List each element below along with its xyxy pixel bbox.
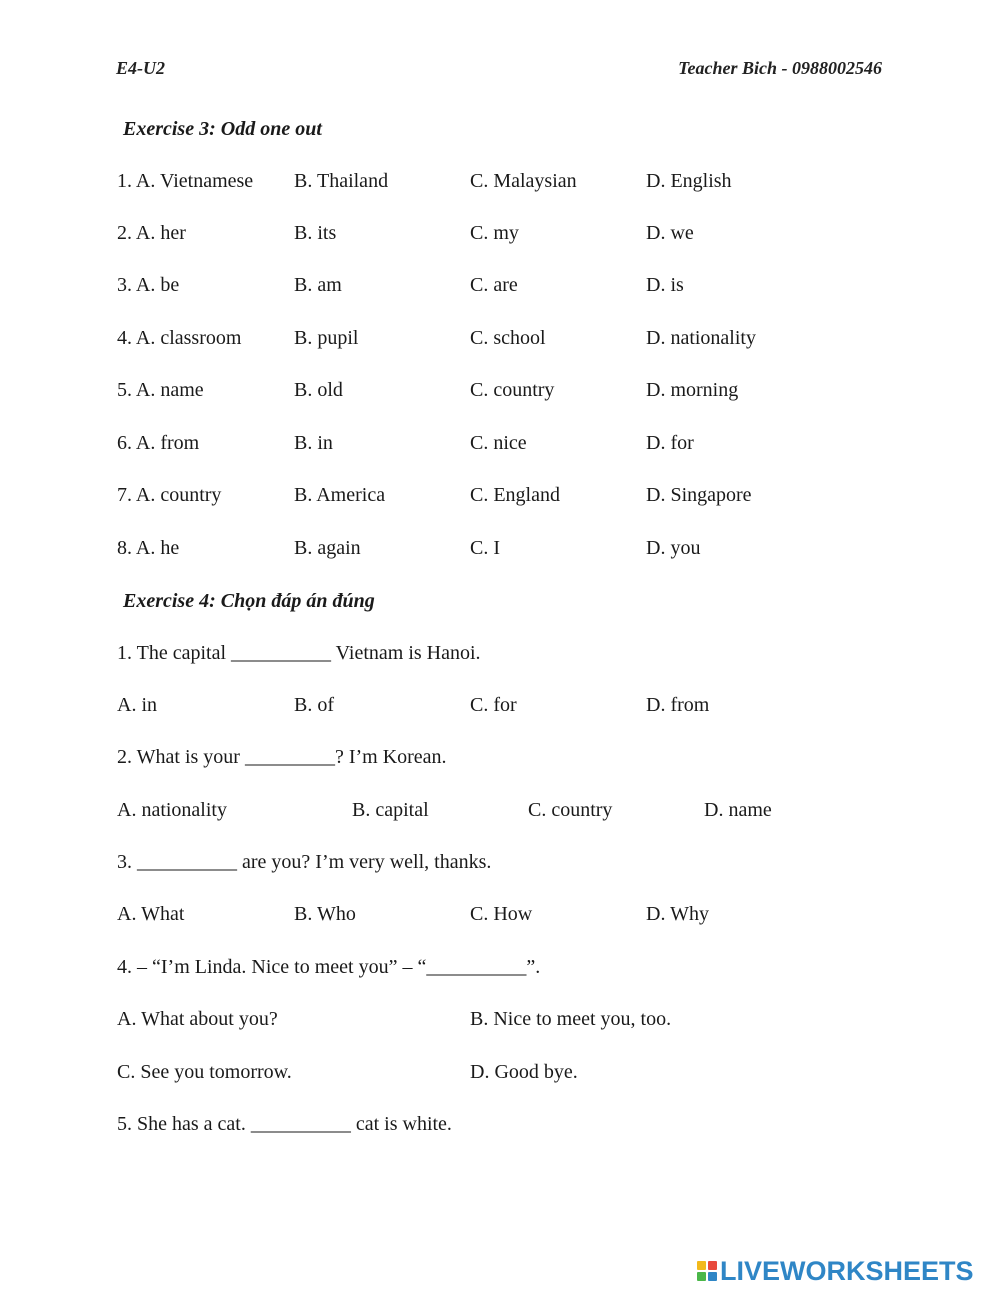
option-d: D. is bbox=[646, 274, 684, 296]
option-b: B. America bbox=[294, 484, 386, 506]
ex3-item-8 bbox=[0, 537, 1000, 567]
logo-square bbox=[697, 1272, 706, 1281]
option-a: A. What about you? bbox=[117, 1008, 278, 1030]
option-b: B. am bbox=[294, 274, 342, 296]
ex4-q3-options bbox=[0, 903, 1000, 933]
option-d: D. nationality bbox=[646, 327, 756, 349]
option-b: B. Who bbox=[294, 903, 356, 925]
option-b: B. of bbox=[294, 694, 334, 716]
ex4-q2-options bbox=[0, 799, 1000, 829]
option-c: C. country bbox=[470, 379, 555, 401]
logo-square bbox=[708, 1272, 717, 1281]
logo-square bbox=[697, 1261, 706, 1270]
ex3-item-6 bbox=[0, 432, 1000, 462]
ex4-q4-options-row-2 bbox=[0, 1061, 1000, 1091]
question-text: 1. The capital __________ Vietnam is Hanoi. bbox=[117, 642, 481, 664]
logo-squares-icon bbox=[697, 1261, 717, 1281]
exercise-4-title: Exercise 4: Chọn đáp án đúng bbox=[123, 590, 375, 612]
option-a: 1. A. Vietnamese bbox=[117, 170, 254, 192]
option-c: C. I bbox=[470, 537, 500, 559]
option-b: B. Thailand bbox=[294, 170, 389, 192]
option-c: C. are bbox=[470, 274, 518, 296]
header-code: E4-U2 bbox=[116, 58, 165, 78]
option-c: C. school bbox=[470, 327, 546, 349]
option-d: D. we bbox=[646, 222, 694, 244]
option-a: A. in bbox=[117, 694, 157, 716]
option-d: D. name bbox=[704, 799, 772, 821]
option-a: 5. A. name bbox=[117, 379, 204, 401]
question-text: 5. She has a cat. __________ cat is white. bbox=[117, 1113, 452, 1135]
option-b: B. pupil bbox=[294, 327, 359, 349]
ex3-item-5 bbox=[0, 379, 1000, 409]
ex4-question-2 bbox=[0, 746, 1000, 776]
option-c: C. nice bbox=[470, 432, 527, 454]
header-teacher: Teacher Bich - 0988002546 bbox=[678, 58, 882, 78]
ex4-question-5 bbox=[0, 1113, 1000, 1143]
ex4-question-4 bbox=[0, 956, 1000, 986]
ex4-question-1 bbox=[0, 642, 1000, 672]
option-d: D. from bbox=[646, 694, 710, 716]
ex3-item-1 bbox=[0, 170, 1000, 200]
liveworksheets-logo bbox=[697, 1257, 974, 1285]
question-text: 3. __________ are you? I’m very well, thanks. bbox=[117, 851, 492, 873]
question-text: 2. What is your _________? I’m Korean. bbox=[117, 746, 447, 768]
option-b: B. in bbox=[294, 432, 333, 454]
page-header bbox=[116, 58, 882, 84]
option-b: B. its bbox=[294, 222, 337, 244]
option-a: 6. A. from bbox=[117, 432, 200, 454]
option-a: 3. A. be bbox=[117, 274, 180, 296]
ex4-q1-options bbox=[0, 694, 1000, 724]
ex4-question-3 bbox=[0, 851, 1000, 881]
option-c: C. my bbox=[470, 222, 519, 244]
logo-text: LIVEWORKSHEETS bbox=[720, 1255, 974, 1286]
option-a: 8. A. he bbox=[117, 537, 180, 559]
option-a: 2. A. her bbox=[117, 222, 186, 244]
ex3-item-2 bbox=[0, 222, 1000, 252]
option-d: D. morning bbox=[646, 379, 739, 401]
option-a: 4. A. classroom bbox=[117, 327, 242, 349]
option-d: D. for bbox=[646, 432, 694, 454]
option-c: C. How bbox=[470, 903, 533, 925]
logo-square bbox=[708, 1261, 717, 1270]
ex3-item-3 bbox=[0, 274, 1000, 304]
ex3-item-7 bbox=[0, 484, 1000, 514]
option-d: D. you bbox=[646, 537, 701, 559]
option-d: D. Good bye. bbox=[470, 1061, 578, 1083]
option-c: C. Malaysian bbox=[470, 170, 577, 192]
option-a: A. What bbox=[117, 903, 185, 925]
option-b: B. capital bbox=[352, 799, 429, 821]
option-a: 7. A. country bbox=[117, 484, 222, 506]
question-text: 4. – “I’m Linda. Nice to meet you” – “__________”. bbox=[117, 956, 541, 978]
option-d: D. English bbox=[646, 170, 732, 192]
option-c: C. See you tomorrow. bbox=[117, 1061, 292, 1083]
option-c: C. country bbox=[528, 799, 613, 821]
option-c: C. England bbox=[470, 484, 560, 506]
exercise-3-title: Exercise 3: Odd one out bbox=[123, 118, 322, 140]
option-a: A. nationality bbox=[117, 799, 227, 821]
ex3-item-4 bbox=[0, 327, 1000, 357]
option-d: D. Singapore bbox=[646, 484, 752, 506]
ex4-q4-options-row-1 bbox=[0, 1008, 1000, 1038]
option-b: B. old bbox=[294, 379, 343, 401]
option-c: C. for bbox=[470, 694, 517, 716]
option-b: B. again bbox=[294, 537, 361, 559]
option-b: B. Nice to meet you, too. bbox=[470, 1008, 672, 1030]
option-d: D. Why bbox=[646, 903, 709, 925]
